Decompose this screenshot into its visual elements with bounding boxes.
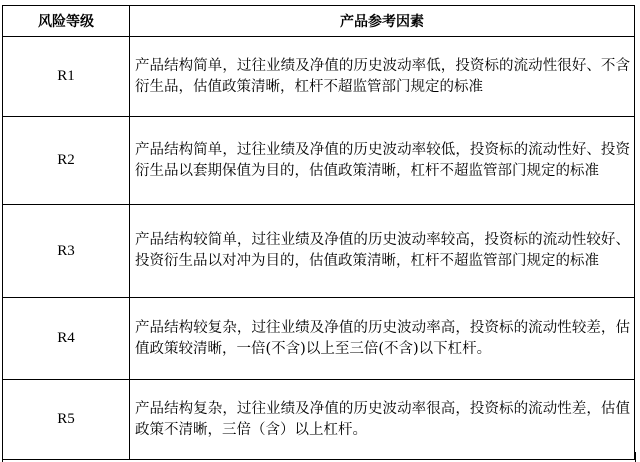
table-row	[3, 205, 635, 298]
table-header-row	[3, 6, 635, 37]
risk-level-cell: R4	[3, 298, 130, 380]
risk-level-cell: R1	[3, 37, 130, 117]
header-risk-level: 风险等级	[3, 6, 130, 37]
factor-description-cell: 产品结构简单，过往业绩及净值的历史波动率低，投资标的流动性很好、不含衍生品，估值政策清晰，杠杆不超监管部门规定的标准	[130, 37, 635, 117]
factor-description-cell: 产品结构较复杂，过往业绩及净值的历史波动率高，投资标的流动性较差，估值政策较清晰，一倍(不含)以上至三倍(不含)以下杠杆。	[130, 298, 635, 380]
risk-level-cell: R3	[3, 205, 130, 298]
table-continuation-edge	[2, 452, 636, 462]
factor-description-cell: 产品结构简单，过往业绩及净值的历史波动率较低，投资标的流动性好、投资衍生品以套期保值为目的，估值政策清晰，杠杆不超监管部门规定的标准	[130, 117, 635, 205]
table-row	[3, 117, 635, 205]
table-row	[3, 37, 635, 117]
factor-description-cell: 产品结构复杂，过往业绩及净值的历史波动率很高，投资标的流动性差，估值政策不清晰，三倍（含）以上杠杆。	[130, 380, 635, 460]
risk-level-cell: R2	[3, 117, 130, 205]
table-row	[3, 380, 635, 460]
risk-level-cell: R5	[3, 380, 130, 460]
factor-description-cell: 产品结构较简单，过往业绩及净值的历史波动率较高，投资标的流动性较好、投资衍生品以对冲为目的，估值政策清晰，杠杆不超监管部门规定的标准	[130, 205, 635, 298]
header-product-factors: 产品参考因素	[130, 6, 635, 37]
table-row	[3, 298, 635, 380]
risk-level-table	[2, 5, 635, 460]
